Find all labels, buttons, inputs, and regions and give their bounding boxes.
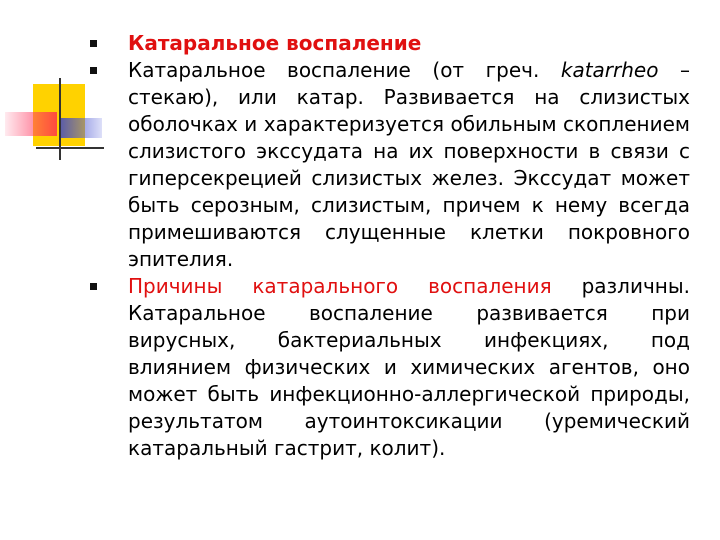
square-bullet-icon [90, 40, 97, 47]
definition-text-start: Катаральное воспаление (от греч. [128, 58, 561, 82]
bullet-list [90, 30, 690, 462]
square-bullet-icon [90, 283, 97, 290]
square-bullet-icon [90, 67, 97, 74]
slide-title: Катаральное воспаление [128, 31, 422, 55]
logo-red-bar [5, 112, 57, 136]
definition-text-end: – стекаю), или катар. Развивается на слизистых оболочках и характеризуется обильным скоплением слизистого экссудата на их поверхности в связи с гиперсекрецией слизистых желез. Экссудат может быть серозным, слизистым, причем к нему всегда примешиваются слущенные клетки покровного эпителия. [128, 58, 691, 271]
list-item-title [90, 30, 690, 57]
causes-highlight: Причины катарального воспаления [128, 274, 552, 298]
greek-term: katarrheo [560, 58, 659, 82]
list-item-causes [90, 273, 690, 462]
list-item-definition [90, 57, 690, 273]
causes-text: различны. Катаральное воспаление развивается при вирусных, бактериальных инфекциях, под влиянием физических и химических агентов, оно может быть инфекционно-аллергической природы, результатом аутоинтоксикации (уремический катаральный гастрит, колит). [128, 274, 690, 460]
